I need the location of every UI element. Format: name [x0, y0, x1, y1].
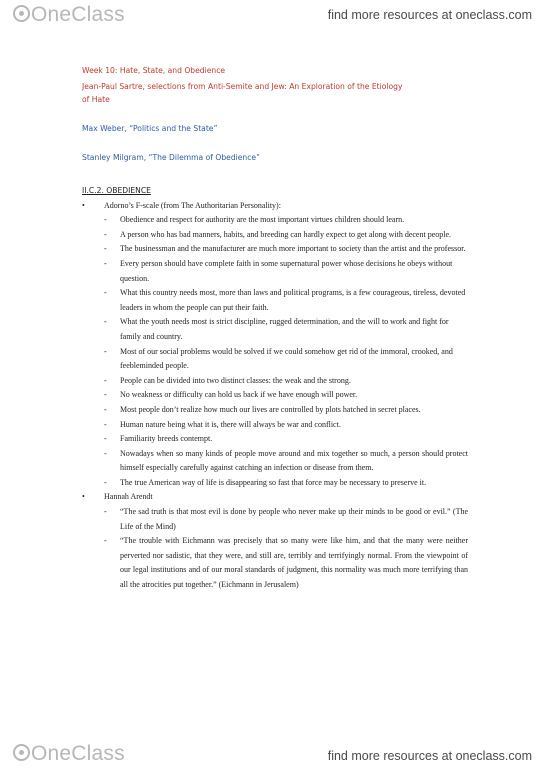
- list-item: - “The trouble with Eichmann was precisely that so many were like him, and that the many were neither perverted nor sadistic, that they were, and still are, terribly and terrifyingly normal. From the viewpoint of our legal institutions and of our moral standards of judgment, this normality was much more terrifying than all the atrocities put together.” (Eichmann in Jerusalem): [104, 536, 468, 590]
- sartre-reading-line1: Jean-Paul Sartre, selections from Anti-Semite and Jew: An Exploration of the Etiology: [82, 82, 403, 91]
- week-title: Week 10: Hate, State, and Obedience: [82, 66, 226, 75]
- logo-o-icon: [13, 744, 30, 761]
- list-item-text: Human nature being what it is, there will always be war and conflict.: [120, 419, 341, 429]
- list-item: - Familiarity breeds contempt.: [104, 434, 213, 444]
- list-item: - Human nature being what it is, there will always be war and conflict.: [104, 419, 341, 429]
- list-item-text: No weakness or difficulty can hold us back if we have enough will power.: [120, 390, 358, 400]
- logo-o-icon: [13, 5, 30, 22]
- list-item: - Nowadays when so many kinds of people move around and mix together so much, a person should protect himself especially carefully against catching an infection or disease from them.: [104, 448, 468, 473]
- weber-reading: Max Weber, “Politics and the State”: [82, 124, 218, 133]
- list-item-text: A person who has bad manners, habits, and breeding can hardly expect to get along with decent people.: [120, 229, 452, 239]
- adorno-bullet: [82, 199, 468, 214]
- list-item: - The businessman and the manufacturer are much more important to society than the artist and the professor.: [104, 244, 466, 254]
- list-item: - No weakness or difficulty can hold us back if we have enough will power.: [104, 390, 358, 400]
- bullet-marker: •: [82, 492, 85, 502]
- list-item-text: People can be divided into two distinct classes: the weak and the strong.: [120, 375, 351, 385]
- arendt-title: Hannah Arendt: [104, 492, 153, 502]
- list-item-text: “The sad truth is that most evil is done by people who never make up their minds to be good or evil.” (The Life of the Mind): [120, 507, 468, 531]
- bullet-marker: •: [82, 200, 85, 210]
- list-item-text: Every person should have complete faith in some supernatural power whose decisions he obeys without question.: [120, 258, 453, 283]
- list-item-text: Most people don’t realize how much our lives are controlled by plots hatched in secret places.: [120, 404, 421, 414]
- milgram-reading: Stanley Milgram, “The Dilemma of Obedience”: [82, 153, 261, 162]
- list-item: - The true American way of life is disappearing so fast that force may be necessary to preserve it.: [104, 477, 427, 487]
- sartre-reading-line2: of Hate: [82, 95, 110, 104]
- list-item-text: “The trouble with Eichmann was precisely that so many were like him, and that the many were neither perverted nor sadistic, that they were, and still are, terribly and terrifyingly normal. From the viewpoint of our legal institutions and of our moral standards of judgment, this normality was much more terrifying than all the atrocities put together.” (Eichmann in Jerusalem): [120, 536, 468, 590]
- oneclass-logo[interactable]: [13, 3, 125, 27]
- list-item: - “The sad truth is that most evil is done by people who never make up their minds to be good or evil.” (The Life of the Mind): [104, 507, 468, 531]
- logo-text: OneClass: [31, 3, 125, 26]
- footer-logo-text: OneClass: [31, 742, 125, 765]
- list-item-text: The businessman and the manufacturer are much more important to society than the artist and the professor.: [120, 244, 466, 254]
- list-item: - Most of our social problems would be solved if we could somehow get rid of the immoral, crooked, and feebleminded people.: [104, 346, 453, 371]
- list-item: - Obedience and respect for authority are the most important virtues children should learn.: [104, 215, 405, 225]
- header-resources-link[interactable]: find more resources at oneclass.com: [327, 8, 532, 22]
- footer-oneclass-logo[interactable]: [13, 742, 125, 766]
- page-header: [0, 0, 544, 30]
- section-heading: II.C.2. OBEDIENCE: [82, 186, 151, 195]
- list-item-text: Most of our social problems would be solved if we could somehow get rid of the immoral, crooked, and feebleminded people.: [120, 346, 453, 371]
- list-item: - Every person should have complete faith in some supernatural power whose decisions he obeys without question.: [104, 258, 453, 283]
- list-item: - People can be divided into two distinct classes: the weak and the strong.: [104, 375, 351, 385]
- list-item: - What this country needs most, more than laws and political programs, is a few courageous, tireless, devoted leaders in whom the people can put their faith.: [104, 288, 466, 312]
- footer-resources-link[interactable]: find more resources at oneclass.com: [327, 749, 532, 763]
- list-item-text: Obedience and respect for authority are the most important virtues children should learn.: [120, 215, 405, 225]
- list-item-text: The true American way of life is disappearing so fast that force may be necessary to preserve it.: [120, 477, 427, 487]
- document-body: [82, 184, 468, 593]
- adorno-title: Adorno’s F-scale (from The Authoritarian Personality):: [104, 200, 281, 210]
- list-item: - A person who has bad manners, habits, and breeding can hardly expect to get along with decent people.: [104, 229, 452, 239]
- list-item: - Most people don’t realize how much our lives are controlled by plots hatched in secret places.: [104, 404, 421, 414]
- list-item: - What the youth needs most is strict discipline, rugged determination, and the will to work and fight for family and country.: [104, 317, 449, 341]
- list-item-text: Nowadays when so many kinds of people move around and mix together so much, a person should protect himself especially carefully against catching an infection or disease from them.: [120, 448, 468, 473]
- list-item-text: What the youth needs most is strict discipline, rugged determination, and the will to work and fight for family and country.: [120, 317, 449, 341]
- arendt-bullet: [82, 490, 468, 505]
- list-item-text: What this country needs most, more than laws and political programs, is a few courageous, tireless, devoted leaders in whom the people can put their faith.: [120, 288, 466, 312]
- list-item-text: Familiarity breeds contempt.: [120, 434, 213, 444]
